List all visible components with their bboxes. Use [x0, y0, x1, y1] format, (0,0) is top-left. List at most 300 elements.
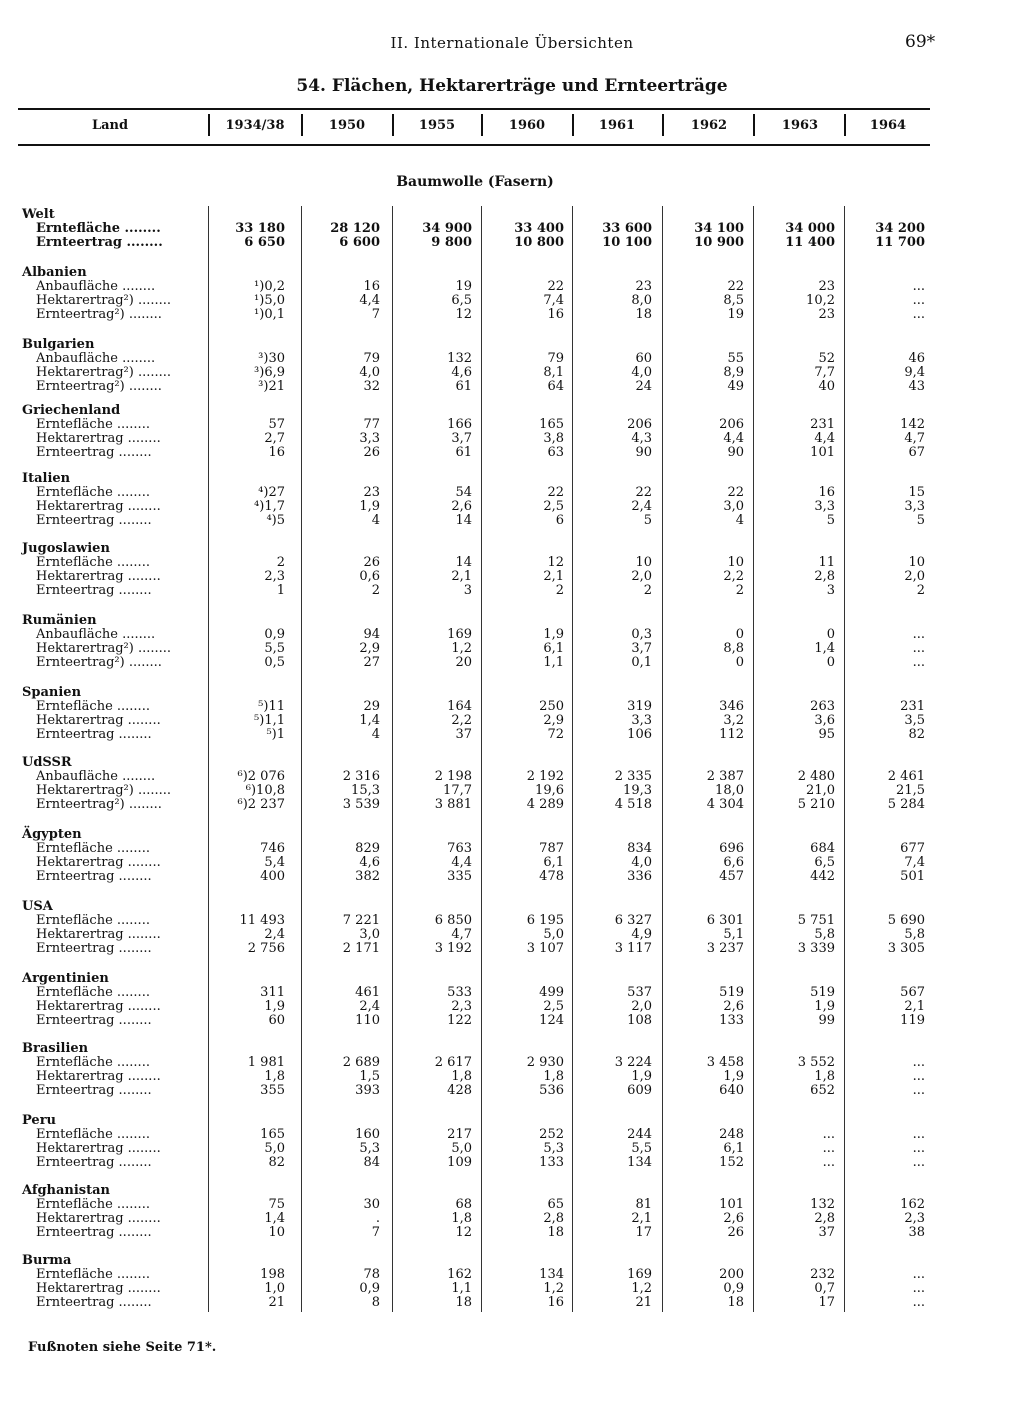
table-cell: 206: [627, 417, 652, 432]
table-cell: 2,6: [451, 499, 472, 514]
table-cell: ...: [912, 1141, 925, 1156]
table-cell: 4: [371, 727, 380, 742]
leader-dots: ........: [123, 431, 161, 446]
table-cell: 2: [916, 583, 925, 598]
row-label-text: Anbaufläche: [36, 279, 118, 294]
row-label: [22, 514, 192, 528]
table-cell: 3 881: [434, 797, 472, 812]
table-cell: 200: [719, 1267, 744, 1282]
table-cell: ⁴)27: [258, 485, 285, 500]
table-cell: 4,0: [631, 365, 652, 380]
row-label-text: Ernteertrag: [36, 1225, 115, 1240]
table-cell: 11: [818, 555, 835, 570]
leader-dots: ........: [112, 1055, 150, 1070]
table-cell: 5,3: [359, 1141, 380, 1156]
table-cell: 15,3: [351, 783, 380, 798]
row-label: [22, 308, 192, 322]
table-cell: 6,5: [814, 855, 835, 870]
row-label-text: Hektarertrag²): [36, 365, 134, 380]
table-cell: 0,1: [631, 655, 652, 670]
country-name: Brasilien: [22, 1041, 89, 1056]
table-cell: 501: [900, 869, 925, 884]
table-cell: 2,0: [631, 569, 652, 584]
table-cell: 2 689: [342, 1055, 380, 1070]
table-cell: 119: [900, 1013, 925, 1028]
row-label: [22, 842, 192, 856]
page-number: 69*: [905, 32, 936, 52]
table-cell: 112: [719, 727, 744, 742]
table-cell: 2,1: [543, 569, 564, 584]
table-cell: 142: [900, 417, 925, 432]
table-cell: 2,2: [451, 713, 472, 728]
table-cell: 165: [539, 417, 564, 432]
table-cell: ...: [912, 279, 925, 294]
row-label-text: Hektarertrag: [36, 1141, 124, 1156]
table-cell: 169: [627, 1267, 652, 1282]
table-cell: 10: [727, 555, 744, 570]
row-label: [22, 584, 192, 598]
table-cell: 5,0: [451, 1141, 472, 1156]
table-cell: 7: [371, 1225, 380, 1240]
table-cell: 2,7: [264, 431, 285, 446]
table-cell: 6 650: [244, 235, 285, 250]
leader-dots: ........: [112, 1267, 150, 1282]
table-cell: 55: [727, 351, 744, 366]
table-cell: 787: [539, 841, 564, 856]
table-cell: ⁶)2 237: [237, 797, 285, 812]
country-block: [22, 1254, 192, 1310]
table-cell: 101: [719, 1197, 744, 1212]
leader-dots: ........: [114, 727, 152, 742]
table-cell: 19: [455, 279, 472, 294]
row-label: [22, 700, 192, 714]
row-label-text: Hektarertrag: [36, 569, 124, 584]
table-cell: 5,0: [543, 927, 564, 942]
table-cell: 2: [276, 555, 285, 570]
table-top-rule: [18, 108, 930, 110]
country-name: UdSSR: [22, 755, 72, 770]
table-cell: 61: [455, 379, 472, 394]
row-label: [22, 1198, 192, 1212]
column-header-1934-38: 1934/38: [225, 118, 285, 133]
table-cell: 1,4: [359, 713, 380, 728]
leader-dots: ........: [112, 555, 150, 570]
table-cell: 95: [818, 727, 835, 742]
table-cell: 834: [627, 841, 652, 856]
table-cell: 60: [635, 351, 652, 366]
table-cell: 4,7: [904, 431, 925, 446]
column-header-1955: 1955: [418, 118, 456, 133]
column-header-1950: 1950: [328, 118, 366, 133]
table-cell: 4,4: [723, 431, 744, 446]
table-cell: 5: [643, 513, 652, 528]
row-label: [22, 1014, 192, 1028]
country-block: [22, 1184, 192, 1240]
table-cell: 33 600: [602, 221, 652, 236]
country-block: [22, 900, 192, 956]
country-block: [22, 972, 192, 1028]
table-cell: 2 171: [342, 941, 380, 956]
table-cell: 2 198: [434, 769, 472, 784]
table-cell: 12: [455, 1225, 472, 1240]
country-block: [22, 828, 192, 884]
leader-dots: ........: [123, 1069, 161, 1084]
row-label: [22, 1212, 192, 1226]
table-cell: ¹)5,0: [254, 293, 285, 308]
row-label-text: Ernteertrag: [36, 1295, 115, 1310]
table-cell: 3 237: [706, 941, 744, 956]
table-cell: 19,3: [623, 783, 652, 798]
table-cell: 61: [455, 445, 472, 460]
table-cell: 4: [735, 513, 744, 528]
table-cell: 37: [455, 727, 472, 742]
table-cell: 1,0: [264, 1281, 285, 1296]
table-cell: 6,5: [451, 293, 472, 308]
row-label: [22, 1070, 192, 1084]
table-cell: 3,2: [723, 713, 744, 728]
country-name: Jugoslawien: [22, 541, 110, 556]
table-cell: 248: [719, 1127, 744, 1142]
table-cell: ...: [912, 1155, 925, 1170]
row-label-text: Hektarertrag: [36, 1069, 124, 1084]
table-cell: 1,9: [359, 499, 380, 514]
table-cell: 11 700: [875, 235, 925, 250]
row-label-text: Ernteertrag: [36, 583, 115, 598]
row-label-text: Anbaufläche: [36, 627, 118, 642]
leader-dots: ........: [133, 365, 172, 380]
table-cell: 30: [363, 1197, 380, 1212]
table-cell: 763: [447, 841, 472, 856]
table-cell: 22: [727, 279, 744, 294]
table-cell: 2 387: [706, 769, 744, 784]
row-label-text: Hektarertrag: [36, 999, 124, 1014]
table-cell: ³)21: [258, 379, 285, 394]
table-cell: 3,5: [904, 713, 925, 728]
table-cell: 84: [363, 1155, 380, 1170]
row-label-text: Hektarertrag: [36, 1211, 124, 1226]
row-label-text: Erntefläche: [36, 1127, 113, 1142]
table-cell: 3: [826, 583, 835, 598]
table-cell: 355: [260, 1083, 285, 1098]
table-cell: 1,1: [451, 1281, 472, 1296]
table-cell: 3,3: [359, 431, 380, 446]
table-cell: 1,9: [814, 999, 835, 1014]
table-cell: 23: [635, 279, 652, 294]
table-cell: 1,8: [264, 1069, 285, 1084]
table-cell: 537: [627, 985, 652, 1000]
leader-dots: ........: [112, 485, 150, 500]
table-cell: 23: [818, 279, 835, 294]
table-cell: 94: [363, 627, 380, 642]
column-header-1963: 1963: [781, 118, 819, 133]
table-cell: 2,1: [451, 569, 472, 584]
table-cell: 1,4: [814, 641, 835, 656]
table-cell: 2,9: [543, 713, 564, 728]
country-name: Welt: [22, 207, 55, 222]
table-cell: ⁶)10,8: [245, 783, 285, 798]
table-cell: 4,6: [451, 365, 472, 380]
table-cell: 110: [355, 1013, 380, 1028]
table-cell: 32: [363, 379, 380, 394]
table-cell: 0,9: [264, 627, 285, 642]
country-name: Albanien: [22, 265, 87, 280]
table-cell: 3,7: [451, 431, 472, 446]
leader-dots: ........: [123, 927, 161, 942]
table-cell: 7,4: [904, 855, 925, 870]
table-cell: 6,1: [543, 641, 564, 656]
leader-dots: ........: [120, 221, 161, 236]
table-cell: 382: [355, 869, 380, 884]
table-cell: 8,5: [723, 293, 744, 308]
header-column-separator: [301, 114, 303, 136]
table-cell: ...: [912, 1069, 925, 1084]
table-cell: 3,3: [904, 499, 925, 514]
country-block: [22, 404, 192, 460]
row-label: [22, 418, 192, 432]
country-block: [22, 686, 192, 742]
table-cell: 5 210: [797, 797, 835, 812]
table-cell: 101: [810, 445, 835, 460]
column-header-1960: 1960: [508, 118, 546, 133]
table-cell: 64: [547, 379, 564, 394]
table-cell: 10 800: [514, 235, 564, 250]
table-cell: 5 690: [887, 913, 925, 928]
table-cell: 26: [727, 1225, 744, 1240]
table-cell: 1,8: [451, 1069, 472, 1084]
table-cell: 28 120: [330, 221, 380, 236]
table-cell: 3 224: [614, 1055, 652, 1070]
table-cell: 6 327: [614, 913, 652, 928]
table-cell: 1,8: [814, 1069, 835, 1084]
table-cell: 7,7: [814, 365, 835, 380]
table-cell: 77: [363, 417, 380, 432]
table-cell: .: [375, 1211, 380, 1226]
table-cell: 52: [818, 351, 835, 366]
leader-dots: ........: [133, 641, 172, 656]
table-cell: 2 480: [797, 769, 835, 784]
row-label: [22, 236, 192, 250]
table-cell: 3,3: [631, 713, 652, 728]
table-cell: 2 335: [614, 769, 652, 784]
table-cell: 393: [355, 1083, 380, 1098]
table-cell: 4: [371, 513, 380, 528]
table-subtitle: Baumwolle (Fasern): [396, 174, 554, 190]
country-name: Spanien: [22, 685, 82, 700]
row-label-text: Ernteertrag: [36, 1155, 115, 1170]
table-cell: 21: [268, 1295, 285, 1310]
table-cell: 34 000: [785, 221, 835, 236]
table-cell: 2,8: [814, 569, 835, 584]
row-label: [22, 986, 192, 1000]
table-cell: 38: [908, 1225, 925, 1240]
row-label: [22, 432, 192, 446]
table-cell: 0: [826, 655, 835, 670]
table-cell: 3,6: [814, 713, 835, 728]
body-column-separator: [662, 206, 663, 1312]
table-cell: 49: [727, 379, 744, 394]
row-label-text: Ernteertrag²): [36, 655, 125, 670]
row-label-text: Hektarertrag: [36, 855, 124, 870]
leader-dots: ........: [123, 999, 161, 1014]
table-cell: 16: [363, 279, 380, 294]
row-label-text: Anbaufläche: [36, 351, 118, 366]
table-cell: 3 192: [434, 941, 472, 956]
table-cell: 0,3: [631, 627, 652, 642]
table-cell: 10 100: [602, 235, 652, 250]
table-cell: 34 900: [422, 221, 472, 236]
table-cell: 169: [447, 627, 472, 642]
table-cell: 206: [719, 417, 744, 432]
table-cell: 79: [363, 351, 380, 366]
leader-dots: ........: [114, 1155, 152, 1170]
table-cell: 33 180: [235, 221, 285, 236]
table-cell: ...: [912, 1083, 925, 1098]
table-cell: 10: [268, 1225, 285, 1240]
table-cell: 22: [547, 279, 564, 294]
table-cell: 4,4: [451, 855, 472, 870]
table-cell: 499: [539, 985, 564, 1000]
table-cell: 152: [719, 1155, 744, 1170]
table-cell: 20: [455, 655, 472, 670]
country-block: [22, 614, 192, 670]
table-cell: 1,8: [543, 1069, 564, 1084]
table-cell: 2,8: [814, 1211, 835, 1226]
row-label: [22, 1142, 192, 1156]
table-cell: 6: [555, 513, 564, 528]
table-cell: 160: [355, 1127, 380, 1142]
table-cell: ...: [912, 641, 925, 656]
table-cell: 16: [818, 485, 835, 500]
table-cell: 0,5: [264, 655, 285, 670]
row-label-text: Ernteertrag: [36, 1013, 115, 1028]
table-cell: 2 316: [342, 769, 380, 784]
table-cell: 5,5: [264, 641, 285, 656]
row-label: [22, 380, 192, 394]
table-cell: 18: [727, 1295, 744, 1310]
table-cell: 17,7: [443, 783, 472, 798]
table-cell: 90: [635, 445, 652, 460]
table-cell: 346: [719, 699, 744, 714]
table-cell: 78: [363, 1267, 380, 1282]
table-cell: 231: [810, 417, 835, 432]
table-cell: 1,2: [451, 641, 472, 656]
table-header-bottom-rule: [18, 144, 930, 146]
table-cell: 244: [627, 1127, 652, 1142]
leader-dots: ........: [133, 783, 172, 798]
table-cell: 7,4: [543, 293, 564, 308]
table-cell: 696: [719, 841, 744, 856]
table-cell: 2,6: [723, 1211, 744, 1226]
leader-dots: ........: [133, 293, 172, 308]
header-column-separator: [392, 114, 394, 136]
table-cell: ⁴)5: [266, 513, 285, 528]
table-cell: 6 850: [434, 913, 472, 928]
table-cell: 165: [260, 1127, 285, 1142]
table-cell: ⁵)1: [266, 727, 285, 742]
table-cell: ...: [822, 1141, 835, 1156]
leader-dots: ........: [117, 769, 156, 784]
table-cell: 3,7: [631, 641, 652, 656]
table-cell: 8,1: [543, 365, 564, 380]
row-label-text: Hektarertrag: [36, 713, 124, 728]
row-label-text: Hektarertrag: [36, 927, 124, 942]
table-cell: 3 539: [342, 797, 380, 812]
row-label-text: Hektarertrag²): [36, 293, 134, 308]
table-cell: 2,4: [264, 927, 285, 942]
table-cell: 4 289: [526, 797, 564, 812]
table-cell: 9 800: [431, 235, 472, 250]
country-block: [22, 1114, 192, 1170]
table-cell: 3 305: [887, 941, 925, 956]
row-label-text: Erntefläche: [36, 555, 113, 570]
leader-dots: ........: [112, 1197, 150, 1212]
country-block: [22, 1042, 192, 1098]
table-cell: 5: [916, 513, 925, 528]
row-label: [22, 1128, 192, 1142]
header-column-separator: [662, 114, 664, 136]
table-cell: 746: [260, 841, 285, 856]
table-cell: 263: [810, 699, 835, 714]
row-label: [22, 366, 192, 380]
table-cell: 0,9: [723, 1281, 744, 1296]
table-cell: 6 301: [706, 913, 744, 928]
table-cell: 519: [810, 985, 835, 1000]
body-column-separator: [481, 206, 482, 1312]
table-cell: 54: [455, 485, 472, 500]
row-label-text: Erntefläche: [36, 699, 113, 714]
table-cell: 652: [810, 1083, 835, 1098]
row-label: [22, 1282, 192, 1296]
footnote: Fußnoten siehe Seite 71*.: [28, 1340, 217, 1355]
table-cell: 2,0: [904, 569, 925, 584]
table-cell: 2: [643, 583, 652, 598]
table-cell: 43: [908, 379, 925, 394]
table-cell: 4 518: [614, 797, 652, 812]
row-label: [22, 1000, 192, 1014]
row-label-text: Erntefläche: [36, 221, 120, 236]
table-cell: 6,6: [723, 855, 744, 870]
country-block: [22, 756, 192, 812]
row-label: [22, 656, 192, 670]
row-label-text: Erntefläche: [36, 1197, 113, 1212]
leader-dots: ........: [117, 279, 156, 294]
table-cell: 22: [727, 485, 744, 500]
table-cell: 108: [627, 1013, 652, 1028]
country-name: Peru: [22, 1113, 56, 1128]
table-cell: 319: [627, 699, 652, 714]
table-cell: 106: [627, 727, 652, 742]
table-cell: 1,2: [631, 1281, 652, 1296]
table-cell: 5,0: [264, 1141, 285, 1156]
row-label-text: Erntefläche: [36, 985, 113, 1000]
table-cell: 609: [627, 1083, 652, 1098]
table-cell: 81: [635, 1197, 652, 1212]
table-cell: 68: [455, 1197, 472, 1212]
table-cell: 336: [627, 869, 652, 884]
table-cell: 1,9: [723, 1069, 744, 1084]
table-cell: 17: [818, 1295, 835, 1310]
leader-dots: ........: [114, 1083, 152, 1098]
table-cell: 67: [908, 445, 925, 460]
table-cell: 22: [635, 485, 652, 500]
country-name: Griechenland: [22, 403, 121, 418]
body-column-separator: [753, 206, 754, 1312]
table-cell: ...: [822, 1127, 835, 1142]
table-cell: 2,1: [904, 999, 925, 1014]
table-cell: 231: [900, 699, 925, 714]
table-cell: 14: [455, 555, 472, 570]
row-label: [22, 1296, 192, 1310]
